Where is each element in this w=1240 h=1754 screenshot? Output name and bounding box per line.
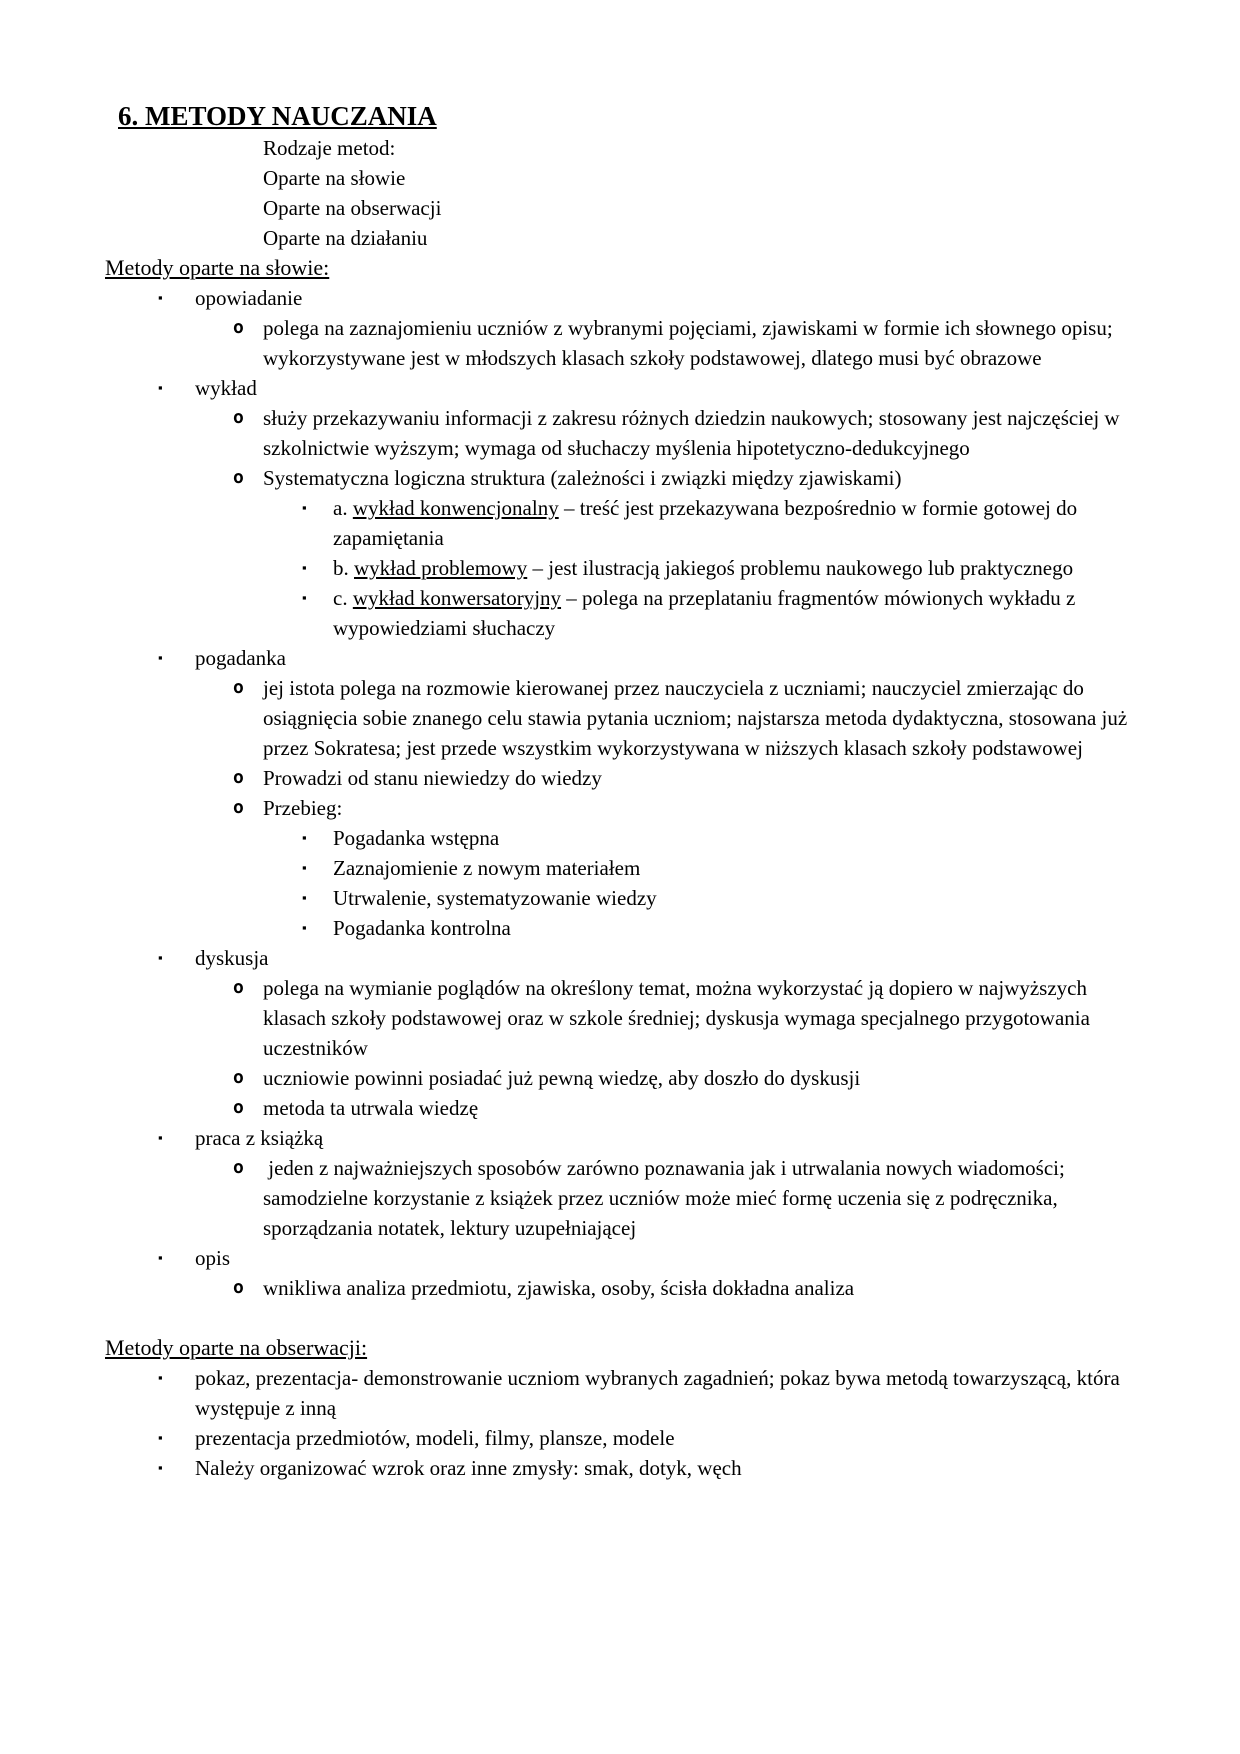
underlined-term: wykład konwencjonalny bbox=[352, 496, 559, 520]
square-bullet-icon: ▪ bbox=[158, 1460, 163, 1475]
list-item-dyskusja bbox=[158, 943, 1145, 973]
item-description: – polega na przeplataniu fragmentów mówionych wykładu z wypowiedziami słuchaczy bbox=[333, 586, 1081, 640]
item-prefix: c. bbox=[333, 586, 353, 610]
sub-item-text: jej istota polega na rozmowie kierowanej przez nauczyciela z uczniami; nauczyciel zmierzając do osiągnięcia sobie znanego celu stawia pytania uczniom; najstarsza metoda dydaktyczna, stosowana już przez Sokratesa; jest przede wszystkim wykorzystywana w niższych klasach szkoły podstawowej bbox=[263, 676, 1133, 760]
list-item-label: wykład bbox=[195, 376, 257, 400]
circle-bullet-icon: o bbox=[233, 977, 244, 998]
square-bullet-icon: ▪ bbox=[302, 890, 307, 905]
sub-sub-item-text: Utrwalenie, systematyzowanie wiedzy bbox=[333, 886, 657, 910]
square-bullet-icon: ▪ bbox=[302, 500, 307, 515]
circle-bullet-icon: o bbox=[233, 797, 244, 818]
circle-bullet-icon: o bbox=[233, 317, 244, 338]
sub-sub-item-text: Zaznajomienie z nowym materiałem bbox=[333, 856, 641, 880]
list-item-opis bbox=[158, 1243, 1145, 1273]
underlined-term: wykład problemowy bbox=[354, 556, 528, 580]
sub-item bbox=[233, 1273, 1145, 1303]
sub-sub-item-step bbox=[302, 853, 1145, 883]
item-description: – treść jest przekazywana bezpośrednio w formie gotowej do zapamiętania bbox=[333, 496, 1083, 550]
square-bullet-icon: ▪ bbox=[158, 1130, 163, 1145]
sub-item bbox=[233, 403, 1145, 463]
sub-item bbox=[233, 463, 1145, 493]
circle-bullet-icon: o bbox=[233, 677, 244, 698]
square-bullet-icon: ▪ bbox=[158, 950, 163, 965]
sub-item bbox=[233, 673, 1145, 763]
sub-item-text: polega na zaznajomieniu uczniów z wybranymi pojęciami, zjawiskami w formie ich słownego opisu; wykorzystywane jest w młodszych klasach szkoły podstawowej, dlatego musi być obrazowe bbox=[263, 316, 1118, 370]
page-title: 6. METODY NAUCZANIA bbox=[118, 101, 437, 131]
circle-bullet-icon: o bbox=[233, 767, 244, 788]
circle-bullet-icon: o bbox=[233, 1097, 244, 1118]
square-bullet-icon: ▪ bbox=[158, 1370, 163, 1385]
intro-line-obserwacji: Oparte na obserwacji bbox=[263, 196, 442, 220]
sub-sub-item-text bbox=[333, 583, 1145, 643]
sub-item-text: wnikliwa analiza przedmiotu, zjawiska, osoby, ścisła dokładna analiza bbox=[263, 1276, 855, 1300]
circle-bullet-icon: o bbox=[233, 1277, 244, 1298]
square-bullet-icon: ▪ bbox=[302, 830, 307, 845]
item-prefix: a. bbox=[333, 496, 353, 520]
sub-sub-item-step bbox=[302, 883, 1145, 913]
circle-bullet-icon: o bbox=[233, 1157, 244, 1178]
sub-item-text: Systematyczna logiczna struktura (zależności i związki między zjawiskami) bbox=[263, 466, 902, 490]
list-item-text: prezentacja przedmiotów, modeli, filmy, plansze, modele bbox=[195, 1426, 675, 1450]
square-bullet-icon: ▪ bbox=[158, 650, 163, 665]
circle-bullet-icon: o bbox=[233, 467, 244, 488]
sub-item-text: Przebieg: bbox=[263, 796, 343, 820]
item-prefix: b. bbox=[333, 556, 354, 580]
sub-item bbox=[233, 973, 1145, 1063]
sub-item-text: polega na wymianie poglądów na określony temat, można wykorzystać ją dopiero w najwyższych klasach szkoły podstawowej oraz w szkole średniej; dyskusja wymaga specjalnego przygotowania uczestników bbox=[263, 976, 1096, 1060]
list-item-praca-z-ksiazka bbox=[158, 1123, 1145, 1153]
sub-item bbox=[233, 793, 1145, 823]
sub-sub-item-wyklad-problemowy bbox=[302, 553, 1145, 583]
list-item-label: pogadanka bbox=[195, 646, 286, 670]
circle-bullet-icon: o bbox=[233, 407, 244, 428]
list-item-opowiadanie bbox=[158, 283, 1145, 313]
list-item-label: opowiadanie bbox=[195, 286, 303, 310]
square-bullet-icon: ▪ bbox=[158, 290, 163, 305]
sub-item bbox=[233, 1093, 1145, 1123]
sub-item-text: jeden z najważniejszych sposobów zarówno poznawania jak i utrwalania nowych wiadomości; samodzielne korzystanie z książek przez uczniów może mieć formę uczenia się z podręcznika, sporządzania notatek, lektury uzupełniającej bbox=[263, 1156, 1071, 1240]
list-item-label: dyskusja bbox=[195, 946, 269, 970]
list-item-pogadanka bbox=[158, 643, 1145, 673]
list-item-pokaz bbox=[158, 1363, 1145, 1423]
sub-item-text: Prowadzi od stanu niewiedzy do wiedzy bbox=[263, 766, 602, 790]
list-item-label: praca z książką bbox=[195, 1126, 324, 1150]
list-item-label: opis bbox=[195, 1246, 231, 1270]
blank-line bbox=[105, 1303, 1145, 1333]
underlined-term: wykład konwersatoryjny bbox=[352, 586, 562, 610]
list-item-zmysly bbox=[158, 1453, 1145, 1483]
sub-sub-item-step bbox=[302, 913, 1145, 943]
list-item-text: Należy organizować wzrok oraz inne zmysły: smak, dotyk, węch bbox=[195, 1456, 742, 1480]
sub-sub-item-text: Pogadanka kontrolna bbox=[333, 916, 511, 940]
section-heading-word-methods: Metody oparte na słowie: bbox=[105, 255, 330, 280]
sub-item bbox=[233, 763, 1145, 793]
intro-line-rodzaje: Rodzaje metod: bbox=[263, 136, 396, 160]
sub-sub-item-text bbox=[333, 553, 1145, 583]
sub-sub-item-text: Pogadanka wstępna bbox=[333, 826, 500, 850]
square-bullet-icon: ▪ bbox=[158, 1430, 163, 1445]
sub-item-text: uczniowie powinni posiadać już pewną wiedzę, aby doszło do dyskusji bbox=[263, 1066, 861, 1090]
sub-sub-item-wyklad-konwersatoryjny bbox=[302, 583, 1145, 643]
sub-sub-item-wyklad-konwencjonalny bbox=[302, 493, 1145, 553]
section-heading-observation-methods: Metody oparte na obserwacji: bbox=[105, 1335, 368, 1360]
square-bullet-icon: ▪ bbox=[302, 920, 307, 935]
list-item-wyklad bbox=[158, 373, 1145, 403]
square-bullet-icon: ▪ bbox=[158, 1250, 163, 1265]
list-item-prezentacja bbox=[158, 1423, 1145, 1453]
square-bullet-icon: ▪ bbox=[158, 380, 163, 395]
intro-line-slowie: Oparte na słowie bbox=[263, 166, 406, 190]
sub-sub-item-text bbox=[333, 493, 1145, 553]
sub-item-text: metoda ta utrwala wiedzę bbox=[263, 1096, 479, 1120]
sub-item bbox=[233, 1153, 1145, 1243]
sub-item-text: służy przekazywaniu informacji z zakresu różnych dziedzin naukowych; stosowany jest najczęściej w szkolnictwie wyższym; wymaga od słuchaczy myślenia hipotetyczno-dedukcyjnego bbox=[263, 406, 1125, 460]
square-bullet-icon: ▪ bbox=[302, 560, 307, 575]
intro-line-dzialaniu: Oparte na działaniu bbox=[263, 226, 428, 250]
square-bullet-icon: ▪ bbox=[302, 590, 307, 605]
sub-sub-item-step bbox=[302, 823, 1145, 853]
sub-item bbox=[233, 313, 1145, 373]
list-item-text: pokaz, prezentacja- demonstrowanie uczniom wybranych zagadnień; pokaz bywa metodą towarzyszącą, która występuje z inną bbox=[195, 1366, 1126, 1420]
square-bullet-icon: ▪ bbox=[302, 860, 307, 875]
circle-bullet-icon: o bbox=[233, 1067, 244, 1088]
sub-item bbox=[233, 1063, 1145, 1093]
item-description: – jest ilustracją jakiegoś problemu naukowego lub praktycznego bbox=[527, 556, 1074, 580]
